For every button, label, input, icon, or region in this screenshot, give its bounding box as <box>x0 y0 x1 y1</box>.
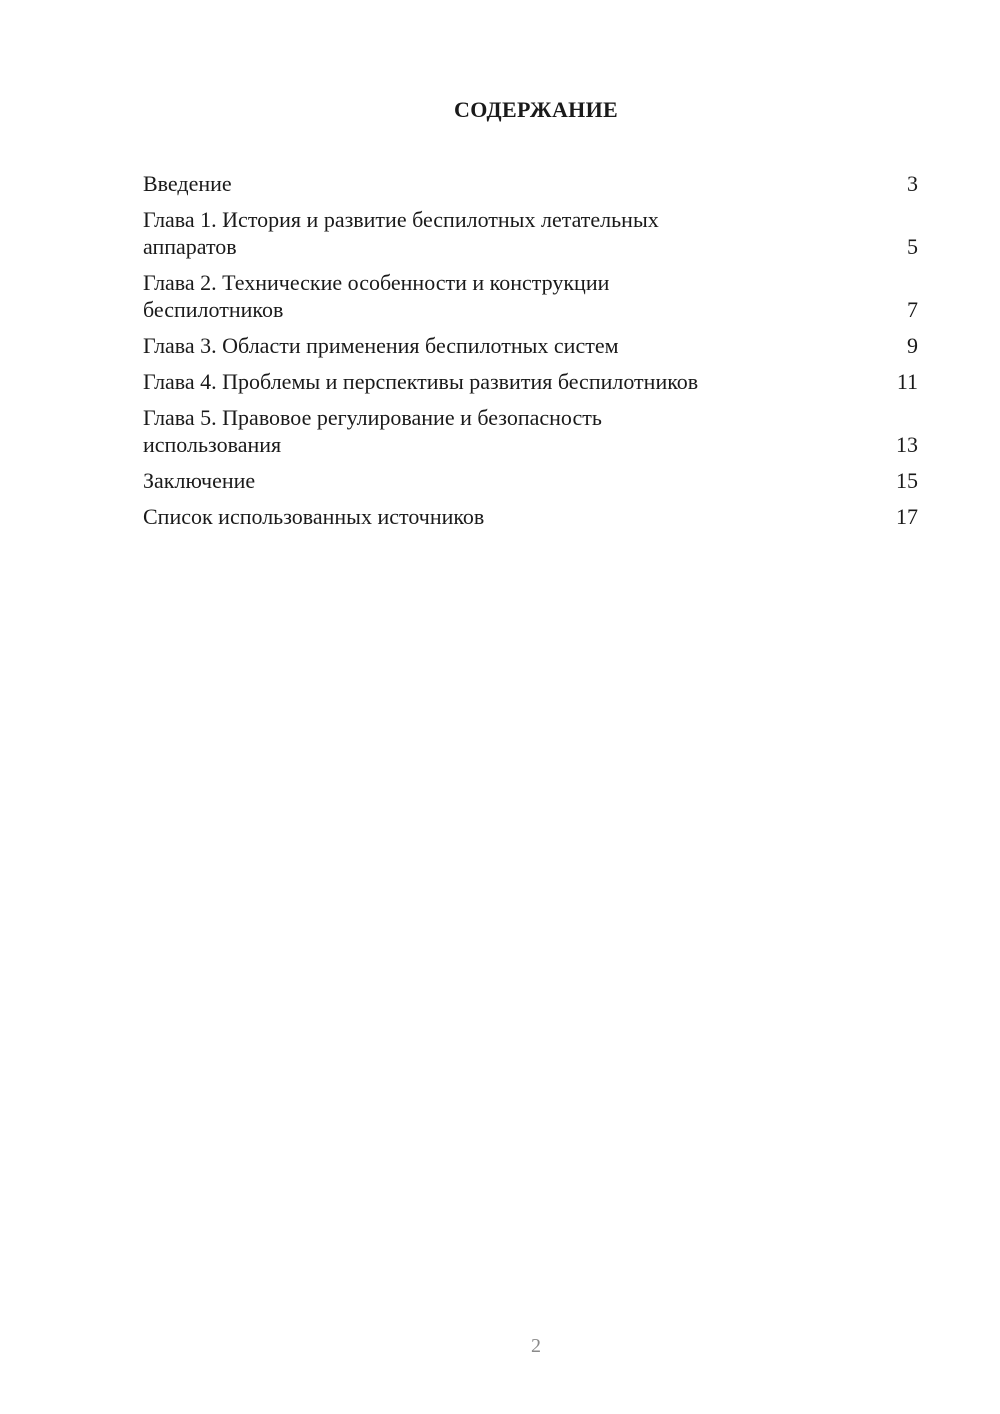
toc-entry-introduction[interactable] <box>143 170 918 197</box>
toc-entry-page: 9 <box>907 333 918 358</box>
toc-entry-chapter-1[interactable] <box>143 206 918 260</box>
toc-entry-page: 15 <box>896 468 918 493</box>
toc-entry-page: 7 <box>907 297 918 322</box>
toc-entry-page: 5 <box>907 234 918 259</box>
toc-entry-title: Глава 1. История и развитие беспилотных летательных аппаратов <box>143 207 659 259</box>
toc-entry-title: Список использованных источников <box>143 504 485 529</box>
toc-entry-title: Глава 5. Правовое регулирование и безопасность использования <box>143 405 602 457</box>
toc-entry-chapter-3[interactable] <box>143 332 918 359</box>
toc-entry-references[interactable] <box>143 503 918 530</box>
page-title: СОДЕРЖАНИЕ <box>454 97 618 122</box>
page-number: 2 <box>531 1335 541 1357</box>
toc-entry-chapter-4[interactable] <box>143 368 918 395</box>
toc-entry-page: 11 <box>896 369 918 394</box>
toc-entry-title: Глава 2. Технические особенности и конструкции беспилотников <box>143 270 610 322</box>
toc-entry-chapter-2[interactable] <box>143 269 918 323</box>
toc-entry-page: 3 <box>907 171 918 196</box>
toc-entry-conclusion[interactable] <box>143 467 918 494</box>
toc-entry-page: 13 <box>896 432 918 457</box>
toc-entry-title: Глава 4. Проблемы и перспективы развития беспилотников <box>143 369 699 394</box>
toc-entry-chapter-5[interactable] <box>143 404 918 458</box>
toc-entry-page: 17 <box>896 504 918 529</box>
toc-entry-title: Заключение <box>143 468 256 493</box>
toc-entry-title: Глава 3. Области применения беспилотных систем <box>143 333 619 358</box>
table-of-contents <box>143 170 918 539</box>
toc-entry-title: Введение <box>143 171 232 196</box>
